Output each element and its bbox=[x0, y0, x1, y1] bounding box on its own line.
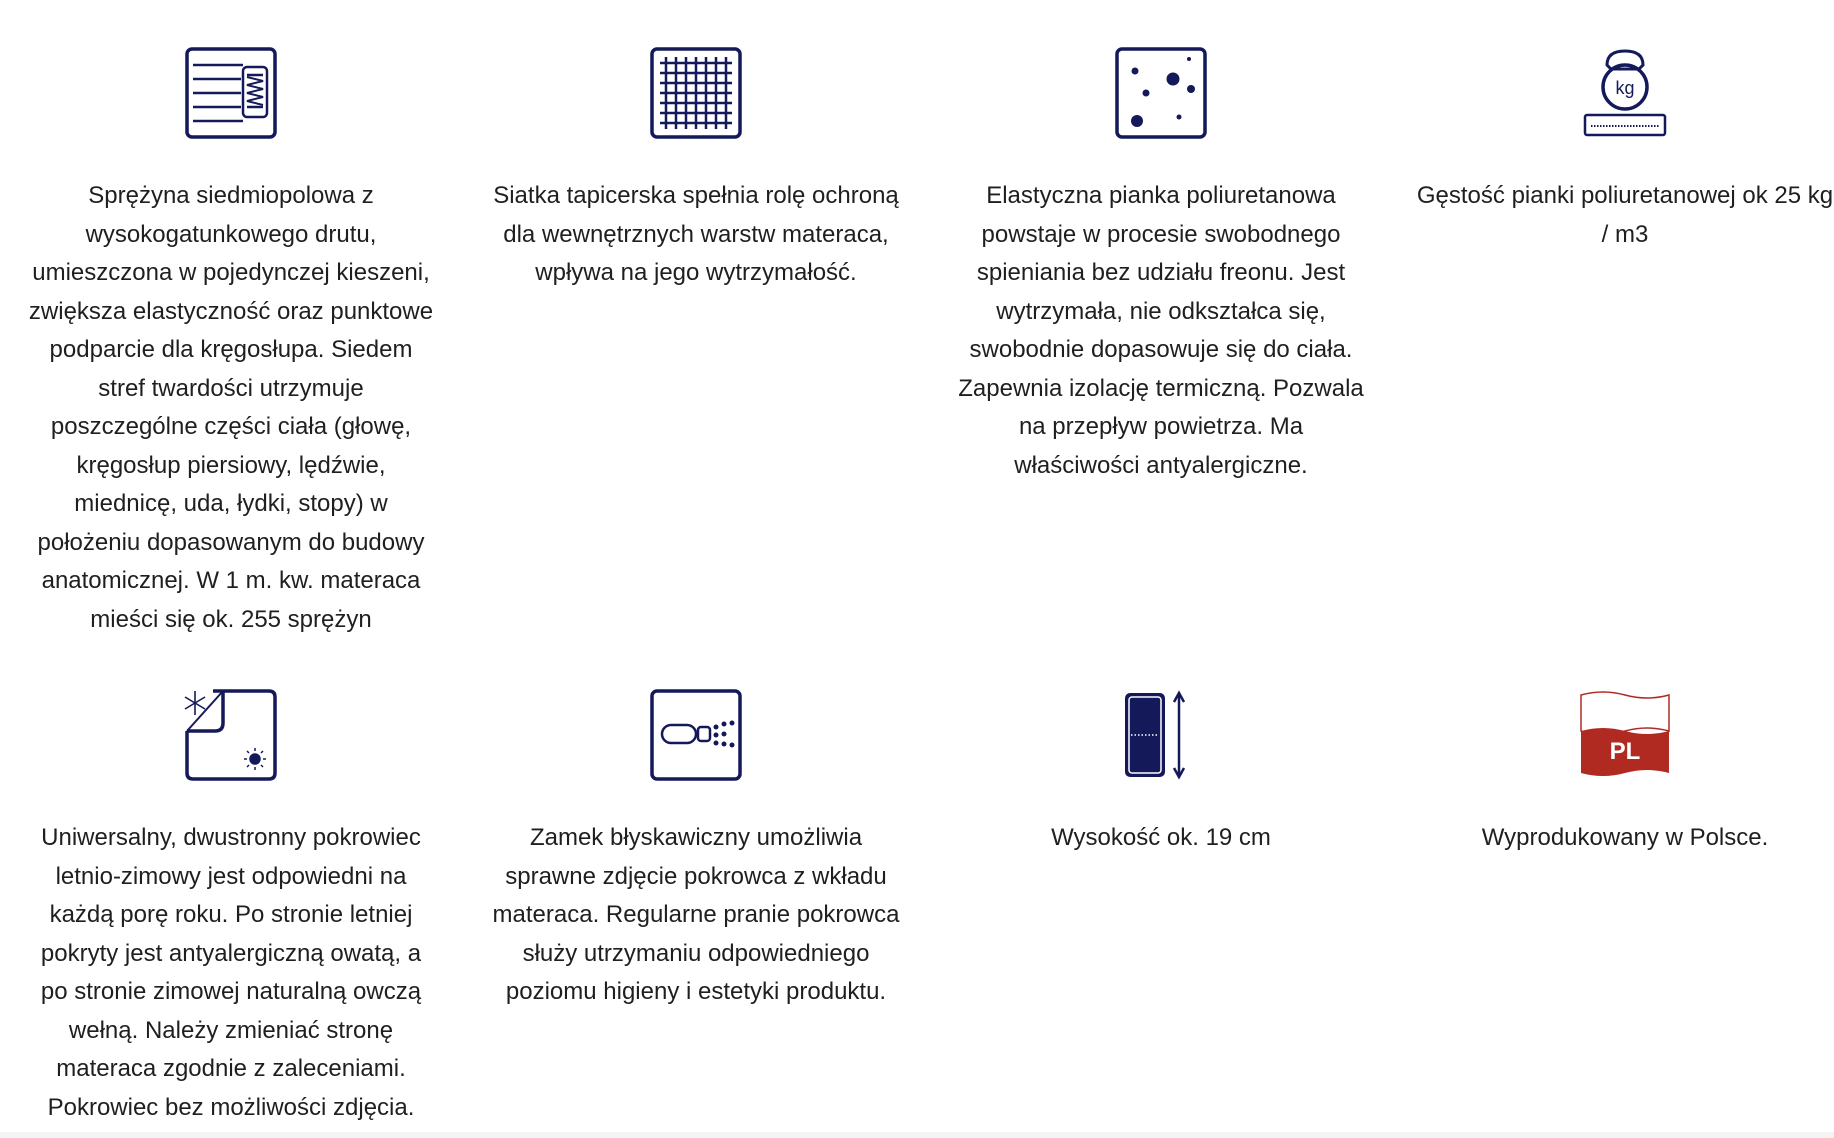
feature-description: Sprężyna siedmiopolowa z wysokogatunkowego drutu, umieszczona w pojedynczej kieszeni, zwiększa elastyczność oraz punktowe podparcie dla kręgosłupa. Siedem stref twardości utrzymuje poszczególne części ciała (głowę, kręgosłup piersiowy, lędźwie, miednicę, uda, łydki, stopy) w położeniu dopasowanym do budowy anatomicznej. W 1 m. kw. materaca mieści się ok. 255 sprężyn bbox=[28, 182, 434, 633]
feature-mesh bbox=[486, 45, 906, 293]
kg-weight-icon bbox=[1577, 45, 1673, 141]
feature-made-in-poland bbox=[1415, 687, 1834, 858]
bottom-divider bbox=[0, 1132, 1834, 1138]
feature-pocket-spring bbox=[21, 45, 441, 639]
polish-flag-icon bbox=[1577, 687, 1673, 783]
zipper-icon bbox=[648, 687, 744, 783]
feature-description: Gęstość pianki poliuretanowej ok 25 kg / m3 bbox=[1416, 182, 1834, 248]
feature-description: Elastyczna pianka poliuretanowa powstaje w procesie swobodnego spieniania bez udziału freonu. Jest wytrzymała, nie odkształca się, swobodnie dopasowuje się do ciała. Zapewnia izolację termiczną. Pozwala na przepływ powietrza. Ma właściwości antyalergiczne. bbox=[958, 182, 1364, 479]
feature-description: Uniwersalny, dwustronny pokrowiec letnio-zimowy jest odpowiedni na każdą porę roku. Po stronie letniej pokryty jest antyalergiczną owatą, a po stronie zimowej naturalną owczą wełną. Należy zmieniać stronę materaca zgodnie z zaleceniami. Pokrowiec bez możliwości zdjęcia. bbox=[40, 824, 422, 1121]
mesh-grid-icon bbox=[648, 45, 744, 141]
feature-foam bbox=[951, 45, 1371, 485]
feature-description: Wyprodukowany w Polsce. bbox=[1481, 824, 1769, 851]
mattress-height-icon bbox=[1113, 687, 1209, 783]
feature-zipper bbox=[486, 687, 906, 1012]
feature-density bbox=[1415, 45, 1834, 254]
flag-label: PL bbox=[1609, 738, 1641, 765]
feature-description: Zamek błyskawiczny umożliwia sprawne zdjęcie pokrowca z wkładu materaca. Regularne pranie pokrowca służy utrzymaniu odpowiedniego poziomu higieny i estetyki produktu. bbox=[492, 824, 900, 1005]
feature-cover bbox=[21, 687, 441, 1127]
kg-label: kg bbox=[1615, 78, 1635, 98]
foam-dots-icon bbox=[1113, 45, 1209, 141]
feature-height bbox=[951, 687, 1371, 858]
pocket-spring-icon bbox=[183, 45, 279, 141]
summer-winter-cover-icon bbox=[183, 687, 279, 783]
feature-description: Wysokość ok. 19 cm bbox=[1051, 824, 1271, 851]
feature-description: Siatka tapicerska spełnia rolę ochroną dla wewnętrznych warstw materaca, wpływa na jego wytrzymałość. bbox=[493, 182, 899, 286]
